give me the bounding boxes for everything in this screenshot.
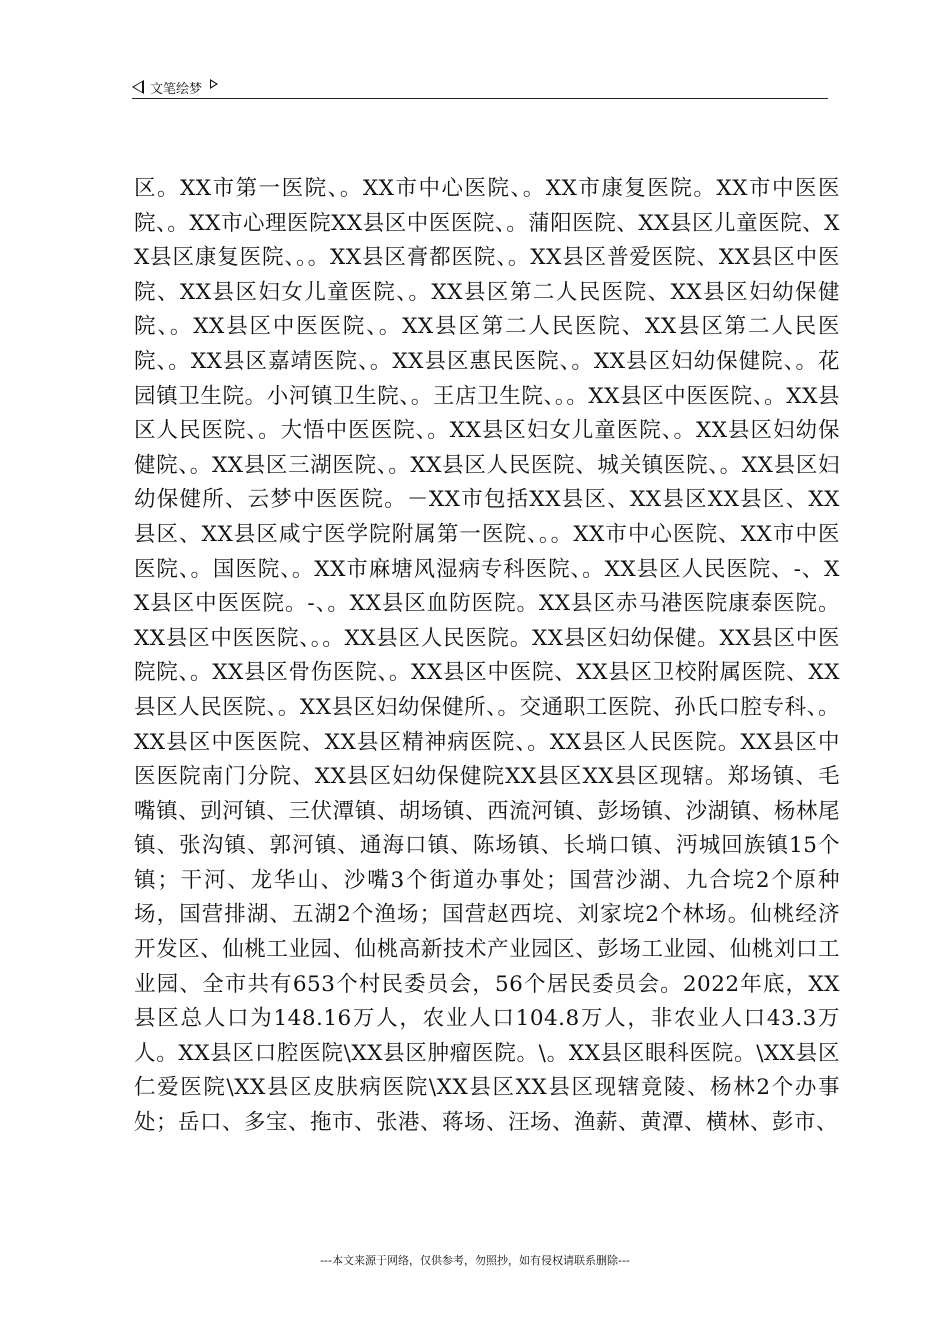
triangle-right-icon [210,79,218,89]
triangle-left-icon [132,80,144,94]
page-header [132,74,828,100]
body-text: 区。XX市第一医院、。XX市中心医院、。XX市康复医院。XX市中医医院、。XX市心理医院XX县区中医医院、。蒲阳医院、XX县区儿童医院、XX县区康复医院、。。XX县区膏都医院、。XX县区普爱医院、XX县区中医院、XX县区妇女儿童医院、。XX县区第二人民医院、XX县区妇幼保健院、。XX县区中医医院、。XX县区第二人民医院、XX县区第二人民医院、。XX县区嘉靖医院、。XX县区惠民医院、。XX县区妇幼保健院、。花园镇卫生院。小河镇卫生院、。王店卫生院、。。XX县区中医医院、。XX县区人民医院、。大悟中医医院、。XX县区妇女儿童医院、。XX县区妇幼保健院、。XX县区三湖医院、。XX县区人民医院、城关镇医院、。XX县区妇幼保健所、云梦中医医院。－XX市包括XX县区、XX县区XX县区、XX县区、XX县区咸宁医学院附属第一医院、。。XX市中心医院、XX市中医医院、。国医院、。XX市麻塘风湿病专科医院、。XX县区人民医院、-、XX县区中医医院。-、。XX县区血防医院。XX县区赤马港医院康泰医院。XX县区中医医院、。。XX县区人民医院。XX县区妇幼保健。XX县区中医院院、。XX县区骨伤医院、。XX县区中医院、XX县区卫校附属医院、XX县区人民医院、。XX县区妇幼保健所、。交通职工医院、孙氏口腔专科、。XX县区中医医院、XX县区精神病医院、。XX县区人民医院。XX县区中医医院南门分院、XX县区妇幼保健院XX县区XX县区现辖。郑场镇、毛嘴镇、剅河镇、三伏潭镇、胡场镇、西流河镇、彭场镇、沙湖镇、杨林尾镇、张沟镇、郭河镇、通海口镇、陈场镇、长埫口镇、沔城回族镇15个镇；干河、龙华山、沙嘴3个街道办事处；国营沙湖、九合垸2个原种场，国营排湖、五湖2个渔场；国营赵西垸、刘家垸2个林场。仙桃经济开发区、仙桃工业园、仙桃高新技术产业园区、彭场工业园、仙桃刘口工业园、全市共有653个村民委员会，56个居民委员会。2022年底，XX县区总人口为148.16万人，农业人口104.8万人，非农业人口43.3万人。XX县区口腔医院\XX县区肿瘤医院。\。XX县区眼科医院。\XX县区仁爱医院\XX县区皮肤病医院\XX县区XX县区现辖竟陵、杨林2个办事处；岳口、多宝、拖市、张港、蒋场、汪场、渔薪、黄潭、横林、彭市、 [134,176,840,1136]
header-brand: 文笔绘梦 [150,81,203,97]
header-rule [132,98,828,99]
page-footer: ---本文来源于网络，仅供参考，勿照抄，如有侵权请联系删除--- [320,1254,630,1267]
